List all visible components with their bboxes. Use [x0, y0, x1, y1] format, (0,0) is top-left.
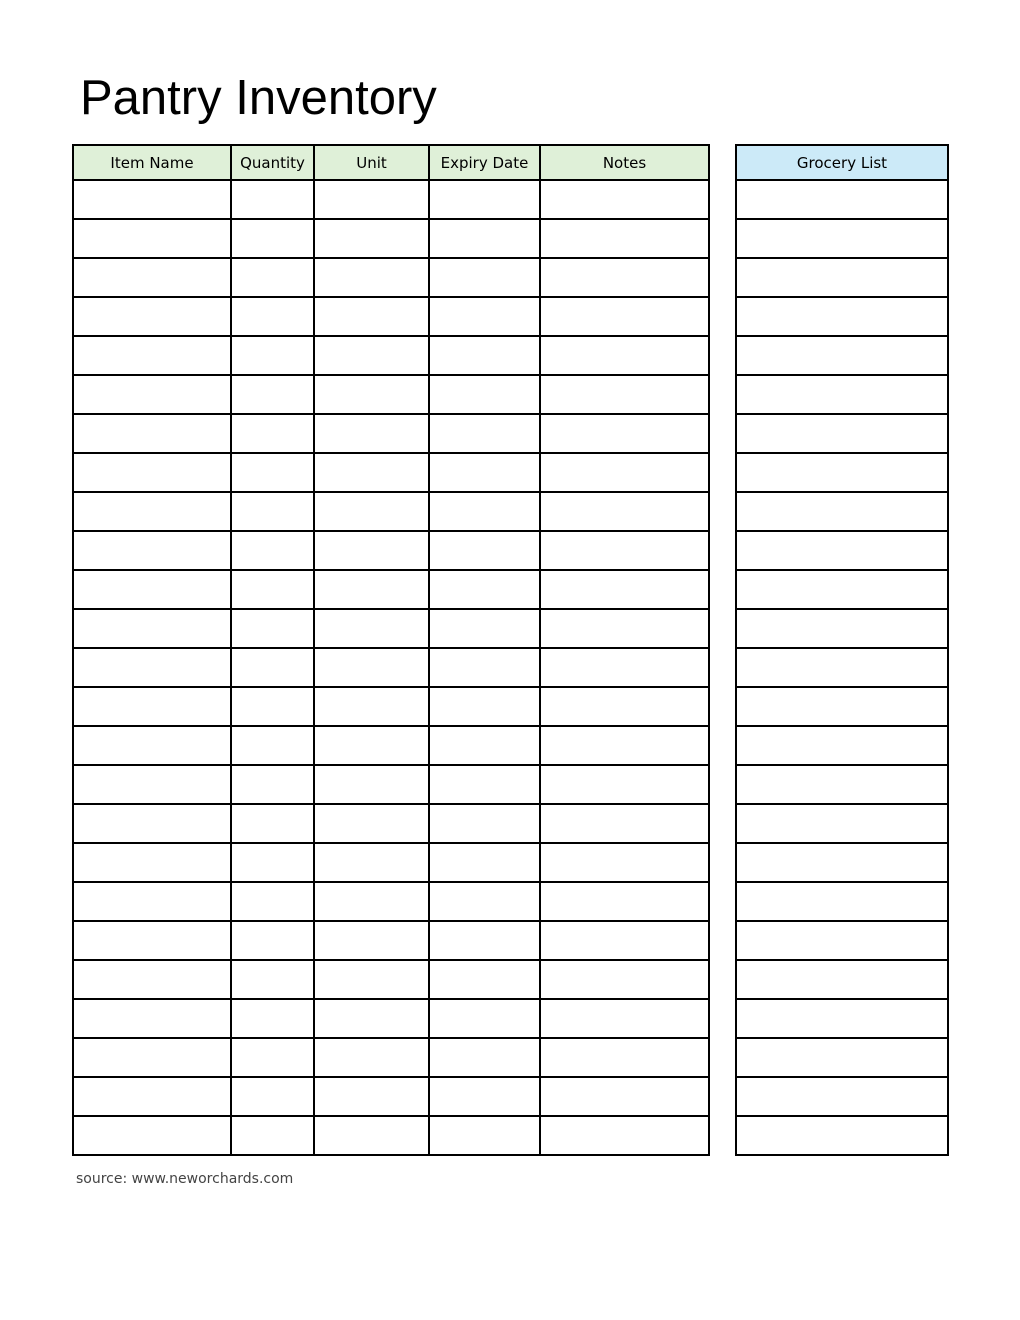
- grocery-row: [736, 414, 948, 453]
- notes-cell[interactable]: [540, 609, 709, 648]
- table-row: [73, 375, 709, 414]
- quantity-cell[interactable]: [231, 531, 314, 570]
- unit-cell[interactable]: [314, 687, 429, 726]
- source-note: source: www.neworchards.com: [76, 1171, 294, 1187]
- item-name-cell[interactable]: [73, 765, 231, 804]
- grocery-item-cell[interactable]: [736, 492, 948, 531]
- grocery-row: [736, 531, 948, 570]
- grocery-row: [736, 726, 948, 765]
- table-row: [73, 765, 709, 804]
- column-header-expiry-date: Expiry Date: [429, 145, 540, 180]
- table-row: [73, 297, 709, 336]
- notes-cell[interactable]: [540, 492, 709, 531]
- expiry-date-cell[interactable]: [429, 219, 540, 258]
- quantity-cell[interactable]: [231, 336, 314, 375]
- item-name-cell[interactable]: [73, 297, 231, 336]
- unit-cell[interactable]: [314, 1077, 429, 1116]
- unit-cell[interactable]: [314, 648, 429, 687]
- quantity-cell[interactable]: [231, 570, 314, 609]
- item-name-cell[interactable]: [73, 258, 231, 297]
- grocery-row: [736, 687, 948, 726]
- expiry-date-cell[interactable]: [429, 375, 540, 414]
- notes-cell[interactable]: [540, 1038, 709, 1077]
- quantity-cell[interactable]: [231, 375, 314, 414]
- notes-cell[interactable]: [540, 414, 709, 453]
- table-row: [73, 219, 709, 258]
- grocery-item-cell[interactable]: [736, 1116, 948, 1155]
- unit-cell[interactable]: [314, 180, 429, 219]
- expiry-date-cell[interactable]: [429, 492, 540, 531]
- notes-cell[interactable]: [540, 648, 709, 687]
- grocery-item-cell[interactable]: [736, 687, 948, 726]
- expiry-date-cell[interactable]: [429, 453, 540, 492]
- table-row: [73, 726, 709, 765]
- item-name-cell[interactable]: [73, 1038, 231, 1077]
- grocery-row: [736, 1038, 948, 1077]
- grocery-row: [736, 453, 948, 492]
- unit-cell[interactable]: [314, 960, 429, 999]
- expiry-date-cell[interactable]: [429, 531, 540, 570]
- grocery-row: [736, 999, 948, 1038]
- table-row: [73, 882, 709, 921]
- expiry-date-cell[interactable]: [429, 609, 540, 648]
- notes-cell[interactable]: [540, 297, 709, 336]
- unit-cell[interactable]: [314, 414, 429, 453]
- unit-cell[interactable]: [314, 492, 429, 531]
- quantity-cell[interactable]: [231, 609, 314, 648]
- grocery-item-cell[interactable]: [736, 453, 948, 492]
- expiry-date-cell[interactable]: [429, 921, 540, 960]
- column-header-notes: Notes: [540, 145, 709, 180]
- unit-cell[interactable]: [314, 882, 429, 921]
- unit-cell[interactable]: [314, 1038, 429, 1077]
- expiry-date-cell[interactable]: [429, 882, 540, 921]
- table-row: [73, 1038, 709, 1077]
- expiry-date-cell[interactable]: [429, 999, 540, 1038]
- unit-cell[interactable]: [314, 219, 429, 258]
- table-row: [73, 414, 709, 453]
- table-row: [73, 1077, 709, 1116]
- item-name-cell[interactable]: [73, 414, 231, 453]
- expiry-date-cell[interactable]: [429, 570, 540, 609]
- grocery-row: [736, 648, 948, 687]
- expiry-date-cell[interactable]: [429, 648, 540, 687]
- unit-cell[interactable]: [314, 726, 429, 765]
- item-name-cell[interactable]: [73, 570, 231, 609]
- quantity-cell[interactable]: [231, 219, 314, 258]
- notes-cell[interactable]: [540, 765, 709, 804]
- table-row: [73, 609, 709, 648]
- item-name-cell[interactable]: [73, 492, 231, 531]
- expiry-date-cell[interactable]: [429, 804, 540, 843]
- grocery-row: [736, 609, 948, 648]
- table-row: [73, 570, 709, 609]
- item-name-cell[interactable]: [73, 804, 231, 843]
- notes-cell[interactable]: [540, 180, 709, 219]
- item-name-cell[interactable]: [73, 1116, 231, 1155]
- quantity-cell[interactable]: [231, 414, 314, 453]
- notes-cell[interactable]: [540, 531, 709, 570]
- item-name-cell[interactable]: [73, 336, 231, 375]
- unit-cell[interactable]: [314, 297, 429, 336]
- quantity-cell[interactable]: [231, 180, 314, 219]
- grocery-list-header: Grocery List: [736, 145, 948, 180]
- inventory-table: [72, 144, 710, 1156]
- grocery-list-table: [735, 144, 949, 1156]
- grocery-item-cell[interactable]: [736, 531, 948, 570]
- inventory-body: [73, 180, 709, 1155]
- notes-cell[interactable]: [540, 570, 709, 609]
- expiry-date-cell[interactable]: [429, 1077, 540, 1116]
- unit-cell[interactable]: [314, 843, 429, 882]
- column-header-quantity: Quantity: [231, 145, 314, 180]
- notes-cell[interactable]: [540, 258, 709, 297]
- grocery-row: [736, 960, 948, 999]
- grocery-item-cell[interactable]: [736, 1038, 948, 1077]
- unit-cell[interactable]: [314, 336, 429, 375]
- grocery-row: [736, 336, 948, 375]
- quantity-cell[interactable]: [231, 687, 314, 726]
- table-row: [73, 804, 709, 843]
- notes-cell[interactable]: [540, 219, 709, 258]
- expiry-date-cell[interactable]: [429, 765, 540, 804]
- quantity-cell[interactable]: [231, 258, 314, 297]
- grocery-row: [736, 843, 948, 882]
- table-row: [73, 999, 709, 1038]
- quantity-cell[interactable]: [231, 297, 314, 336]
- grocery-item-cell[interactable]: [736, 258, 948, 297]
- grocery-item-cell[interactable]: [736, 843, 948, 882]
- grocery-header-row: [736, 145, 948, 180]
- unit-cell[interactable]: [314, 999, 429, 1038]
- expiry-date-cell[interactable]: [429, 1038, 540, 1077]
- grocery-item-cell[interactable]: [736, 219, 948, 258]
- unit-cell[interactable]: [314, 375, 429, 414]
- item-name-cell[interactable]: [73, 375, 231, 414]
- grocery-item-cell[interactable]: [736, 336, 948, 375]
- quantity-cell[interactable]: [231, 765, 314, 804]
- expiry-date-cell[interactable]: [429, 336, 540, 375]
- grocery-item-cell[interactable]: [736, 726, 948, 765]
- notes-cell[interactable]: [540, 882, 709, 921]
- unit-cell[interactable]: [314, 453, 429, 492]
- item-name-cell[interactable]: [73, 687, 231, 726]
- grocery-row: [736, 765, 948, 804]
- quantity-cell[interactable]: [231, 648, 314, 687]
- grocery-row: [736, 804, 948, 843]
- table-row: [73, 453, 709, 492]
- grocery-row: [736, 492, 948, 531]
- grocery-item-cell[interactable]: [736, 960, 948, 999]
- quantity-cell[interactable]: [231, 453, 314, 492]
- quantity-cell[interactable]: [231, 921, 314, 960]
- item-name-cell[interactable]: [73, 219, 231, 258]
- table-row: [73, 960, 709, 999]
- grocery-row: [736, 921, 948, 960]
- grocery-row: [736, 570, 948, 609]
- expiry-date-cell[interactable]: [429, 414, 540, 453]
- quantity-cell[interactable]: [231, 492, 314, 531]
- quantity-cell[interactable]: [231, 804, 314, 843]
- quantity-cell[interactable]: [231, 1038, 314, 1077]
- table-row: [73, 843, 709, 882]
- notes-cell[interactable]: [540, 453, 709, 492]
- grocery-item-cell[interactable]: [736, 570, 948, 609]
- expiry-date-cell[interactable]: [429, 1116, 540, 1155]
- unit-cell[interactable]: [314, 570, 429, 609]
- grocery-item-cell[interactable]: [736, 180, 948, 219]
- grocery-item-cell[interactable]: [736, 414, 948, 453]
- quantity-cell[interactable]: [231, 882, 314, 921]
- grocery-row: [736, 219, 948, 258]
- expiry-date-cell[interactable]: [429, 726, 540, 765]
- grocery-item-cell[interactable]: [736, 921, 948, 960]
- table-row: [73, 258, 709, 297]
- column-header-item-name: Item Name: [73, 145, 231, 180]
- quantity-cell[interactable]: [231, 960, 314, 999]
- grocery-item-cell[interactable]: [736, 999, 948, 1038]
- grocery-item-cell[interactable]: [736, 609, 948, 648]
- unit-cell[interactable]: [314, 765, 429, 804]
- unit-cell[interactable]: [314, 531, 429, 570]
- grocery-item-cell[interactable]: [736, 882, 948, 921]
- grocery-item-cell[interactable]: [736, 804, 948, 843]
- table-row: [73, 531, 709, 570]
- notes-cell[interactable]: [540, 999, 709, 1038]
- grocery-item-cell[interactable]: [736, 375, 948, 414]
- quantity-cell[interactable]: [231, 999, 314, 1038]
- item-name-cell[interactable]: [73, 882, 231, 921]
- item-name-cell[interactable]: [73, 180, 231, 219]
- table-row: [73, 336, 709, 375]
- item-name-cell[interactable]: [73, 648, 231, 687]
- notes-cell[interactable]: [540, 804, 709, 843]
- item-name-cell[interactable]: [73, 453, 231, 492]
- expiry-date-cell[interactable]: [429, 843, 540, 882]
- grocery-row: [736, 297, 948, 336]
- grocery-row: [736, 180, 948, 219]
- quantity-cell[interactable]: [231, 1077, 314, 1116]
- table-row: [73, 648, 709, 687]
- column-header-unit: Unit: [314, 145, 429, 180]
- item-name-cell[interactable]: [73, 921, 231, 960]
- expiry-date-cell[interactable]: [429, 960, 540, 999]
- unit-cell[interactable]: [314, 804, 429, 843]
- quantity-cell[interactable]: [231, 1116, 314, 1155]
- table-row: [73, 492, 709, 531]
- grocery-item-cell[interactable]: [736, 648, 948, 687]
- grocery-row: [736, 1116, 948, 1155]
- grocery-item-cell[interactable]: [736, 1077, 948, 1116]
- unit-cell[interactable]: [314, 609, 429, 648]
- notes-cell[interactable]: [540, 1077, 709, 1116]
- unit-cell[interactable]: [314, 1116, 429, 1155]
- notes-cell[interactable]: [540, 375, 709, 414]
- grocery-row: [736, 258, 948, 297]
- grocery-row: [736, 1077, 948, 1116]
- notes-cell[interactable]: [540, 1116, 709, 1155]
- quantity-cell[interactable]: [231, 843, 314, 882]
- item-name-cell[interactable]: [73, 1077, 231, 1116]
- page-title: Pantry Inventory: [80, 71, 437, 125]
- grocery-row: [736, 375, 948, 414]
- expiry-date-cell[interactable]: [429, 258, 540, 297]
- notes-cell[interactable]: [540, 921, 709, 960]
- notes-cell[interactable]: [540, 843, 709, 882]
- item-name-cell[interactable]: [73, 999, 231, 1038]
- notes-cell[interactable]: [540, 687, 709, 726]
- notes-cell[interactable]: [540, 336, 709, 375]
- item-name-cell[interactable]: [73, 609, 231, 648]
- item-name-cell[interactable]: [73, 960, 231, 999]
- grocery-row: [736, 882, 948, 921]
- inventory-header-row: [73, 145, 709, 180]
- table-row: [73, 921, 709, 960]
- grocery-item-cell[interactable]: [736, 765, 948, 804]
- unit-cell[interactable]: [314, 258, 429, 297]
- expiry-date-cell[interactable]: [429, 297, 540, 336]
- notes-cell[interactable]: [540, 960, 709, 999]
- table-row: [73, 180, 709, 219]
- expiry-date-cell[interactable]: [429, 180, 540, 219]
- notes-cell[interactable]: [540, 726, 709, 765]
- item-name-cell[interactable]: [73, 843, 231, 882]
- grocery-list-body: [736, 180, 948, 1155]
- grocery-item-cell[interactable]: [736, 297, 948, 336]
- quantity-cell[interactable]: [231, 726, 314, 765]
- item-name-cell[interactable]: [73, 531, 231, 570]
- unit-cell[interactable]: [314, 921, 429, 960]
- table-row: [73, 687, 709, 726]
- table-row: [73, 1116, 709, 1155]
- expiry-date-cell[interactable]: [429, 687, 540, 726]
- item-name-cell[interactable]: [73, 726, 231, 765]
